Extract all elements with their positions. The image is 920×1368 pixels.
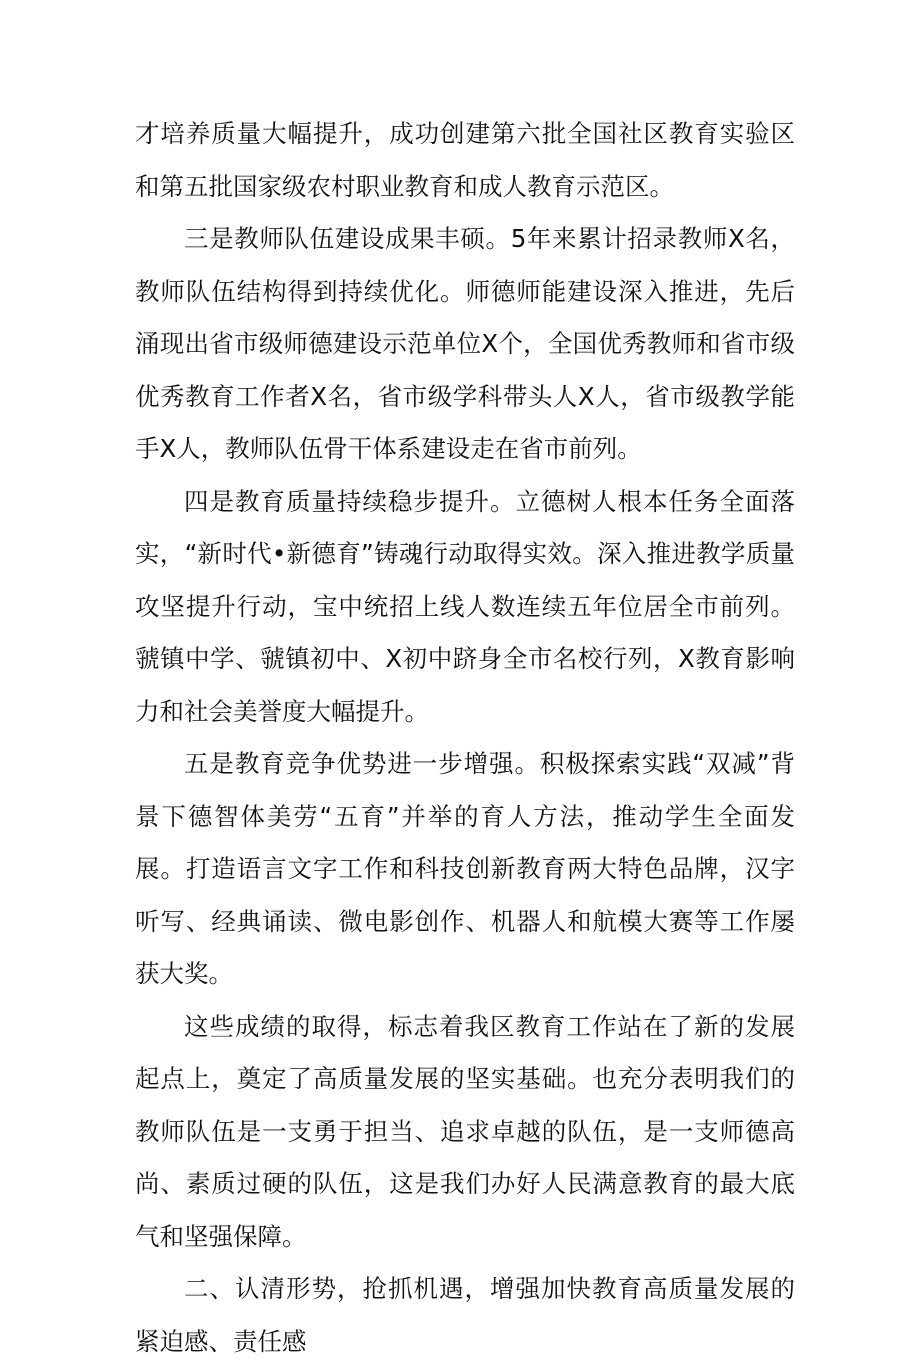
paragraph-competitive-advantage: 五是教育竞争优势进一步增强。积极探索实践“双减”背景下德智体美劳“五育”并举的育人方法，推动学生全面发展。打造语言文字工作和科技创新教育两大特色品牌，汉字听写、经典诵读、微电影创作、机器人和航模大赛等工作屡获大奖。 [135,749,795,988]
paragraph-teacher-team: 三是教师队伍建设成果丰硕。5年来累计招录教师X名，教师队伍结构得到持续优化。师德师能建设深入推进，先后涌现出省市级师德建设示范单位X个，全国优秀教师和省市级优秀教育工作者X名，省市级学科带头人X人，省市级教学能手X人，教师队伍骨干体系建设走在省市前列。 [135,224,795,463]
section-heading-situation: 二、认清形势，抢抓机遇，增强加快教育高质量发展的紧迫感、责任感 [135,1274,795,1356]
paragraph-achievements-summary: 这些成绩的取得，标志着我区教育工作站在了新的发展起点上，奠定了高质量发展的坚实基础。也充分表明我们的教师队伍是一支勇于担当、追求卓越的队伍，是一支师德高尚、素质过硬的队伍，这是我们办好人民满意教育的最大底气和坚强保障。 [135,1011,795,1251]
document-body [135,108,795,1368]
paragraph-education-quality: 四是教育质量持续稳步提升。立德树人根本任务全面落实，“新时代•新德育”铸魂行动取得实效。深入推进教学质量攻坚提升行动，宝中统招上线人数连续五年位居全市前列。虢镇中学、虢镇初中、X初中跻身全市名校行列，X教育影响力和社会美誉度大幅提升。 [135,486,795,726]
paragraph-talent-quality: 才培养质量大幅提升，成功创建第六批全国社区教育实验区和第五批国家级农村职业教育和成人教育示范区。 [135,119,795,201]
